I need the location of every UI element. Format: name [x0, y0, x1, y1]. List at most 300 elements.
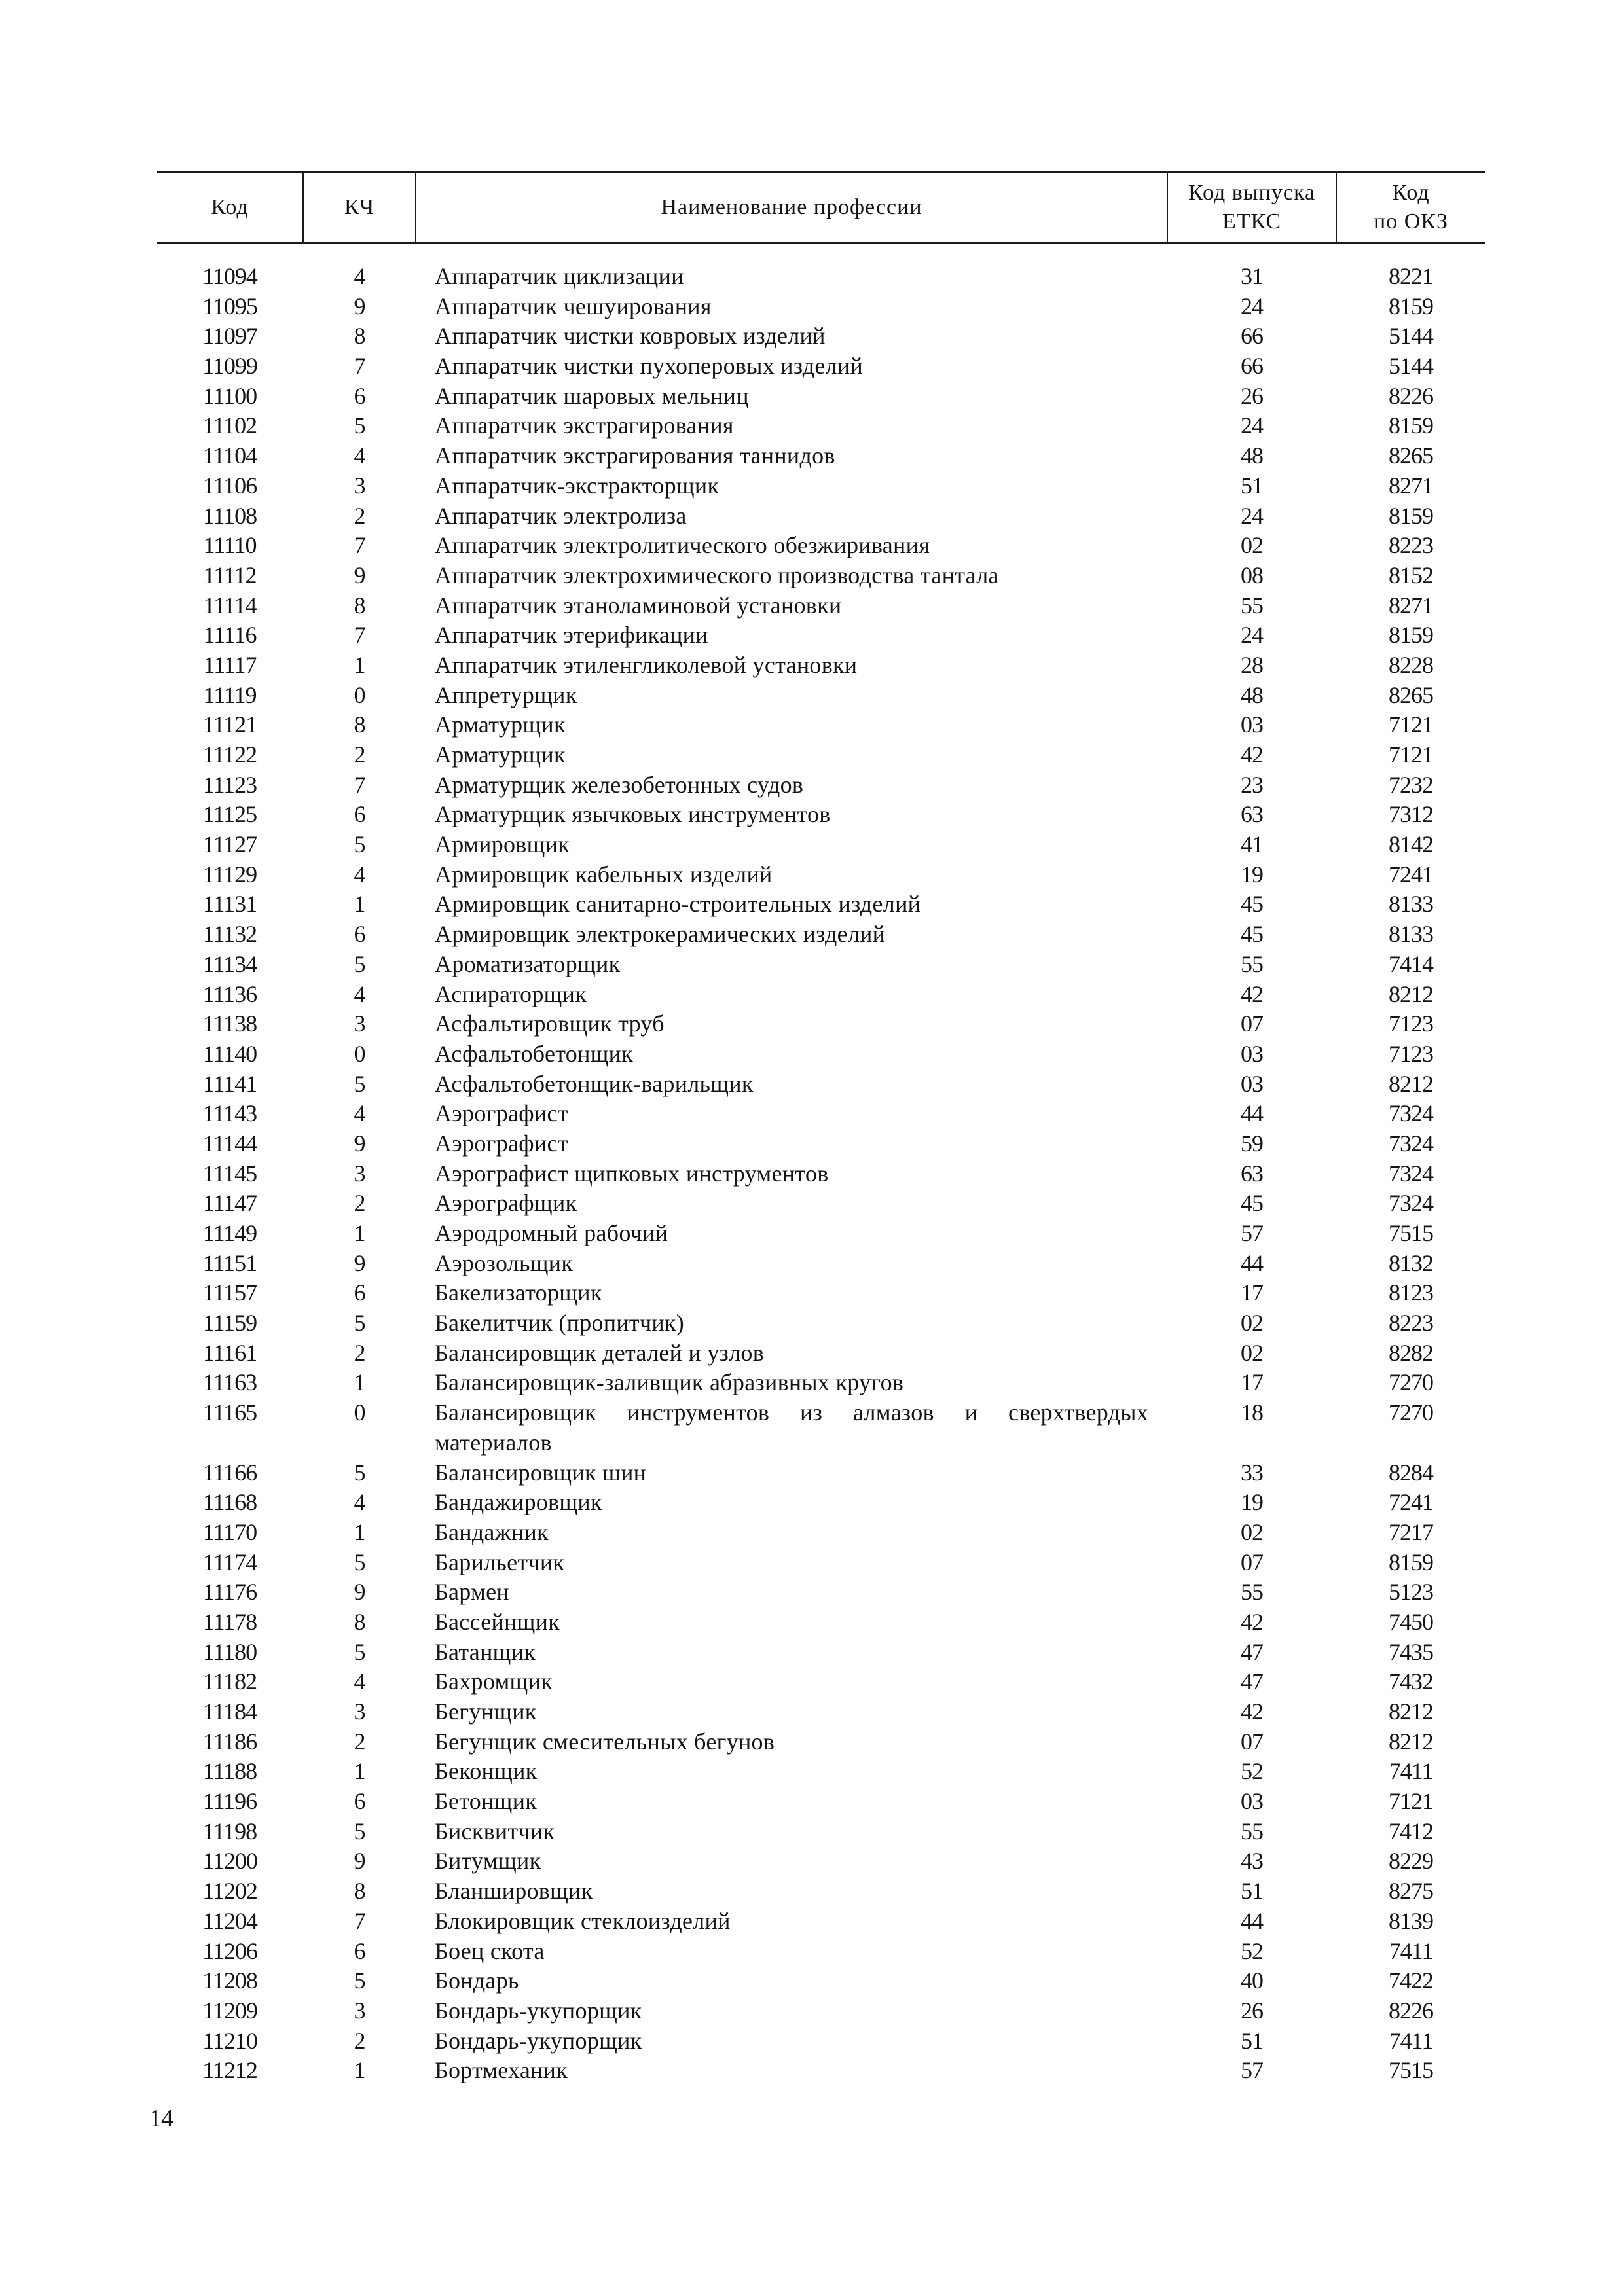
row-etks-code: 40	[1241, 1967, 1263, 1994]
row-profession-name: Бакелитчик (пропитчик)	[435, 1310, 685, 1336]
row-kch: 3	[354, 472, 365, 499]
row-kch: 4	[354, 1668, 365, 1695]
row-profession-name: Балансировщик деталей и узлов	[435, 1339, 765, 1366]
row-profession-name: Аэрозольщик	[435, 1249, 574, 1276]
row-kch: 8	[354, 323, 365, 350]
row-profession-name: Беконщик	[435, 1758, 538, 1785]
row-okz-code: 7432	[1389, 1668, 1433, 1695]
row-etks-code: 51	[1241, 1878, 1263, 1905]
table-row	[0, 441, 1623, 471]
row-code: 11200	[202, 1848, 257, 1874]
row-profession-name: Бегунщик смесительных бегунов	[435, 1728, 775, 1755]
table-row	[0, 1996, 1623, 2026]
row-etks-code: 44	[1241, 1100, 1263, 1127]
table-row	[0, 382, 1623, 412]
row-code: 11136	[202, 980, 257, 1007]
row-okz-code: 7121	[1389, 742, 1433, 768]
row-code: 11159	[202, 1310, 257, 1336]
row-etks-code: 26	[1241, 382, 1263, 409]
row-okz-code: 8275	[1389, 1878, 1433, 1905]
table-row	[0, 950, 1623, 980]
table-row	[0, 1757, 1623, 1787]
table-row	[0, 620, 1623, 651]
row-etks-code: 47	[1241, 1638, 1263, 1665]
row-etks-code: 07	[1241, 1011, 1263, 1037]
table-row	[0, 1667, 1623, 1697]
row-kch: 8	[354, 592, 365, 619]
row-okz-code: 8226	[1389, 1997, 1433, 2024]
row-okz-code: 8271	[1389, 472, 1433, 499]
row-kch: 9	[354, 293, 365, 319]
row-code: 11186	[202, 1728, 257, 1755]
table-row	[0, 1518, 1623, 1548]
row-kch: 2	[354, 502, 365, 529]
row-code: 11176	[202, 1579, 257, 1605]
row-profession-name: Армировщик электрокерамических изделий	[435, 921, 886, 948]
row-kch: 1	[354, 2057, 365, 2084]
row-kch: 1	[354, 891, 365, 918]
row-code: 11123	[202, 771, 257, 798]
table-header-rule	[157, 242, 1485, 244]
table-row	[0, 651, 1623, 681]
row-profession-name: Аппаратчик чешуирования	[435, 293, 712, 319]
table-row	[0, 1937, 1623, 1967]
row-kch: 1	[354, 1518, 365, 1545]
row-profession-name: Балансировщик-заливщик абразивных кругов	[435, 1369, 904, 1396]
row-profession-name: Арматурщик	[435, 742, 566, 768]
table-row	[0, 1488, 1623, 1518]
table-row	[0, 1607, 1623, 1638]
row-code: 11174	[202, 1549, 257, 1575]
row-code: 11132	[202, 921, 257, 948]
table-row	[0, 351, 1623, 382]
column-header-name-label: Наименование профессии	[661, 195, 922, 219]
row-kch: 6	[354, 801, 365, 828]
row-code: 11151	[202, 1249, 257, 1276]
row-kch: 5	[354, 1967, 365, 1994]
row-okz-code: 7324	[1389, 1190, 1433, 1217]
row-code: 11145	[202, 1160, 257, 1187]
column-header-code-label: Код	[211, 195, 249, 219]
table-row	[0, 1249, 1623, 1279]
column-header-okz-line1: Код	[1392, 181, 1430, 205]
row-kch: 4	[354, 263, 365, 289]
row-okz-code: 5144	[1389, 353, 1433, 380]
row-okz-code: 7422	[1389, 1967, 1433, 1994]
row-etks-code: 03	[1241, 1788, 1263, 1815]
row-okz-code: 8265	[1389, 681, 1433, 708]
row-profession-name: Бондарь	[435, 1967, 519, 1994]
row-okz-code: 7411	[1389, 2027, 1433, 2054]
row-etks-code: 19	[1241, 1489, 1263, 1516]
row-code: 11102	[202, 412, 257, 439]
row-profession-name: Бондарь-укупорщик	[435, 1997, 642, 2024]
row-profession-name: Арматурщик железобетонных судов	[435, 771, 804, 798]
row-code: 11131	[202, 891, 257, 918]
row-okz-code: 7515	[1389, 2057, 1433, 2084]
row-code: 11138	[202, 1011, 257, 1037]
row-okz-code: 7411	[1389, 1937, 1433, 1964]
row-kch: 3	[354, 1160, 365, 1187]
table-row	[0, 501, 1623, 531]
row-profession-name: Аппретурщик	[435, 681, 577, 708]
table-row	[0, 770, 1623, 800]
row-okz-code: 8159	[1389, 1549, 1433, 1575]
row-code: 11141	[202, 1070, 257, 1097]
row-etks-code: 26	[1241, 1997, 1263, 2024]
table-row	[0, 920, 1623, 950]
table-row	[0, 1219, 1623, 1249]
row-profession-name: Бармен	[435, 1579, 509, 1605]
row-okz-code: 8221	[1389, 263, 1433, 289]
row-profession-name: Ароматизаторщик	[435, 950, 621, 977]
table-row	[0, 1966, 1623, 1996]
row-profession-name: Аппаратчик чистки пухоперовых изделий	[435, 353, 864, 380]
row-kch: 3	[354, 1997, 365, 2024]
row-code: 11119	[203, 681, 257, 708]
row-code: 11097	[202, 323, 257, 350]
row-code: 11180	[202, 1638, 257, 1665]
row-okz-code: 7450	[1389, 1608, 1433, 1635]
row-okz-code: 7123	[1389, 1040, 1433, 1067]
row-kch: 5	[354, 831, 365, 858]
row-kch: 9	[354, 1249, 365, 1276]
table-row	[0, 1069, 1623, 1100]
table-row	[0, 1159, 1623, 1189]
row-code: 11110	[203, 532, 257, 559]
row-profession-name: Арматурщик язычковых инструментов	[435, 801, 831, 828]
row-profession-name: Аппаратчик электролитического обезжиривания	[435, 532, 930, 559]
row-code: 11182	[202, 1668, 257, 1695]
row-profession-name: Аппаратчик этерификации	[435, 622, 708, 649]
row-kch: 7	[354, 1907, 365, 1934]
row-kch: 7	[354, 622, 365, 649]
table-row	[0, 1278, 1623, 1308]
row-etks-code: 52	[1241, 1937, 1263, 1964]
row-okz-code: 7324	[1389, 1130, 1433, 1157]
row-okz-code: 8212	[1389, 980, 1433, 1007]
table-row	[0, 1308, 1623, 1338]
row-code: 11196	[202, 1788, 257, 1815]
row-profession-name: Аппаратчик-экстракторщик	[435, 472, 720, 499]
table-row	[0, 1907, 1623, 1937]
table-row	[0, 531, 1623, 561]
row-code: 11112	[203, 562, 257, 588]
row-okz-code: 8133	[1389, 921, 1433, 948]
row-okz-code: 8132	[1389, 1249, 1433, 1276]
table-body	[0, 262, 1623, 2086]
table-row	[0, 1458, 1623, 1488]
row-code: 11147	[202, 1190, 257, 1217]
table-row	[0, 1548, 1623, 1578]
table-row	[0, 2056, 1623, 2086]
row-etks-code: 47	[1241, 1668, 1263, 1695]
row-profession-name: Битумщик	[435, 1848, 541, 1874]
table-row	[0, 1817, 1623, 1847]
row-okz-code: 8271	[1389, 592, 1433, 619]
row-profession-name: Бандажник	[435, 1518, 549, 1545]
row-kch: 6	[354, 1937, 365, 1964]
table-row	[0, 1846, 1623, 1876]
column-header-kch-label: КЧ	[344, 195, 375, 219]
row-profession-name: Аэрографист	[435, 1130, 568, 1157]
row-profession-name: Бегунщик	[435, 1698, 537, 1725]
row-okz-code: 8123	[1389, 1280, 1433, 1306]
table-row	[0, 591, 1623, 621]
table-row	[0, 710, 1623, 740]
row-okz-code: 5144	[1389, 323, 1433, 350]
row-etks-code: 59	[1241, 1130, 1263, 1157]
row-okz-code: 7217	[1389, 1518, 1433, 1545]
row-code: 11100	[202, 382, 257, 409]
column-header-etks-line1: Код выпуска	[1188, 181, 1316, 205]
row-kch: 6	[354, 1788, 365, 1815]
row-etks-code: 66	[1241, 323, 1263, 350]
row-kch: 5	[354, 1459, 365, 1486]
row-kch: 7	[354, 771, 365, 798]
row-kch: 1	[354, 1369, 365, 1396]
table-row	[0, 1189, 1623, 1219]
row-code: 11127	[202, 831, 257, 858]
row-etks-code: 44	[1241, 1249, 1263, 1276]
table-row	[0, 1638, 1623, 1668]
row-okz-code: 7270	[1389, 1369, 1433, 1396]
row-code: 11204	[202, 1907, 257, 1934]
row-profession-name: Блокировщик стеклоизделий	[435, 1907, 731, 1934]
table-row	[0, 1697, 1623, 1727]
row-etks-code: 03	[1241, 711, 1263, 738]
row-okz-code: 8159	[1389, 502, 1433, 529]
row-kch: 0	[354, 1399, 365, 1426]
row-etks-code: 55	[1241, 1579, 1263, 1605]
row-etks-code: 41	[1241, 831, 1263, 858]
row-okz-code: 5123	[1389, 1579, 1433, 1605]
row-etks-code: 43	[1241, 1848, 1263, 1874]
column-header-etks	[1168, 173, 1336, 242]
row-kch: 9	[354, 562, 365, 588]
row-okz-code: 8223	[1389, 1310, 1433, 1336]
row-code: 11095	[202, 293, 257, 319]
table-row	[0, 830, 1623, 860]
row-code: 11206	[202, 1937, 257, 1964]
row-etks-code: 45	[1241, 891, 1263, 918]
row-okz-code: 7312	[1389, 801, 1433, 828]
table-row	[0, 1577, 1623, 1607]
row-okz-code: 7121	[1389, 711, 1433, 738]
row-okz-code: 7121	[1389, 1788, 1433, 1815]
row-etks-code: 07	[1241, 1728, 1263, 1755]
row-etks-code: 57	[1241, 2057, 1263, 2084]
row-kch: 9	[354, 1579, 365, 1605]
row-profession-name: Балансировщик инструментов из алмазов и сверхтвердых материалов	[435, 1399, 1148, 1456]
row-kch: 9	[354, 1130, 365, 1157]
column-header-code	[157, 173, 302, 242]
row-kch: 1	[354, 1220, 365, 1246]
row-okz-code: 8139	[1389, 1907, 1433, 1934]
table-row	[0, 1398, 1623, 1458]
row-profession-name: Асфальтировщик труб	[435, 1011, 665, 1037]
row-profession-name: Бондарь-укупорщик	[435, 2027, 642, 2054]
row-code: 11202	[202, 1878, 257, 1905]
row-profession-name: Бахромщик	[435, 1668, 553, 1695]
row-code: 11149	[202, 1220, 257, 1246]
row-etks-code: 19	[1241, 861, 1263, 888]
row-etks-code: 18	[1241, 1399, 1263, 1426]
row-profession-name: Арматурщик	[435, 711, 566, 738]
table-row	[0, 292, 1623, 322]
row-etks-code: 08	[1241, 562, 1263, 588]
row-etks-code: 02	[1241, 1518, 1263, 1545]
row-code: 11140	[202, 1040, 257, 1067]
row-okz-code: 7324	[1389, 1160, 1433, 1187]
row-okz-code: 7270	[1389, 1399, 1433, 1426]
row-etks-code: 07	[1241, 1549, 1263, 1575]
table-row	[0, 411, 1623, 441]
row-kch: 4	[354, 980, 365, 1007]
row-code: 11144	[202, 1130, 257, 1157]
row-kch: 5	[354, 1070, 365, 1097]
row-etks-code: 63	[1241, 1160, 1263, 1187]
row-profession-name: Бакелизаторщик	[435, 1280, 602, 1306]
row-profession-name: Бортмеханик	[435, 2057, 568, 2084]
row-etks-code: 24	[1241, 502, 1263, 529]
row-kch: 7	[354, 353, 365, 380]
table-row	[0, 471, 1623, 501]
row-okz-code: 8152	[1389, 562, 1433, 588]
column-header-name	[416, 173, 1167, 242]
row-okz-code: 7232	[1389, 771, 1433, 798]
row-etks-code: 24	[1241, 293, 1263, 319]
table-row	[0, 1009, 1623, 1039]
row-profession-name: Аэродромный рабочий	[435, 1220, 668, 1246]
row-okz-code: 8228	[1389, 651, 1433, 678]
row-kch: 2	[354, 742, 365, 768]
row-kch: 2	[354, 1339, 365, 1366]
column-header-okz-line2: по ОКЗ	[1374, 209, 1448, 234]
row-kch: 1	[354, 651, 365, 678]
row-etks-code: 45	[1241, 921, 1263, 948]
row-kch: 2	[354, 1728, 365, 1755]
row-kch: 1	[354, 1758, 365, 1785]
row-code: 11210	[202, 2027, 257, 2054]
row-code: 11165	[202, 1399, 257, 1426]
row-kch: 4	[354, 1489, 365, 1516]
row-okz-code: 7324	[1389, 1100, 1433, 1127]
row-etks-code: 33	[1241, 1459, 1263, 1486]
row-etks-code: 42	[1241, 1698, 1263, 1725]
row-profession-name: Бандажировщик	[435, 1489, 602, 1516]
row-code: 11099	[202, 353, 257, 380]
row-code: 11168	[202, 1489, 257, 1516]
table-row	[0, 2026, 1623, 2056]
row-profession-name: Бисквитчик	[435, 1818, 555, 1844]
row-kch: 8	[354, 1878, 365, 1905]
row-etks-code: 42	[1241, 980, 1263, 1007]
row-profession-name: Аппаратчик экстрагирования	[435, 412, 734, 439]
row-profession-name: Аппаратчик этаноламиновой установки	[435, 592, 842, 619]
row-code: 11106	[202, 472, 257, 499]
row-code: 11208	[202, 1967, 257, 1994]
row-kch: 9	[354, 1848, 365, 1874]
row-okz-code: 8212	[1389, 1728, 1433, 1755]
row-etks-code: 51	[1241, 2027, 1263, 2054]
row-etks-code: 17	[1241, 1280, 1263, 1306]
row-kch: 4	[354, 442, 365, 469]
table-row	[0, 889, 1623, 920]
row-okz-code: 8133	[1389, 891, 1433, 918]
row-okz-code: 8284	[1389, 1459, 1433, 1486]
row-profession-name: Аппаратчик электролиза	[435, 502, 687, 529]
row-kch: 6	[354, 382, 365, 409]
row-profession-name: Асфальтобетонщик	[435, 1040, 634, 1067]
row-etks-code: 24	[1241, 622, 1263, 649]
row-okz-code: 7515	[1389, 1220, 1433, 1246]
row-etks-code: 63	[1241, 801, 1263, 828]
row-kch: 0	[354, 681, 365, 708]
row-kch: 4	[354, 861, 365, 888]
row-okz-code: 7412	[1389, 1818, 1433, 1844]
row-code: 11212	[202, 2057, 257, 2084]
row-code: 11188	[202, 1758, 257, 1785]
row-etks-code: 03	[1241, 1040, 1263, 1067]
row-etks-code: 42	[1241, 1608, 1263, 1635]
row-code: 11143	[202, 1100, 257, 1127]
row-profession-name: Аппаратчик электрохимического производства тантала	[435, 562, 999, 588]
row-okz-code: 8142	[1389, 831, 1433, 858]
row-kch: 6	[354, 1280, 365, 1306]
row-profession-name: Аспираторщик	[435, 980, 587, 1007]
table-row	[0, 561, 1623, 591]
table-row	[0, 262, 1623, 292]
table-row	[0, 1099, 1623, 1129]
row-profession-name: Армировщик санитарно-строительных изделий	[435, 891, 921, 918]
row-profession-name: Бетонщик	[435, 1788, 538, 1815]
row-code: 11198	[202, 1818, 257, 1844]
row-profession-name: Бланшировщик	[435, 1878, 593, 1905]
row-etks-code: 51	[1241, 472, 1263, 499]
row-okz-code: 7241	[1389, 1489, 1433, 1516]
table-row	[0, 1338, 1623, 1369]
row-etks-code: 03	[1241, 1070, 1263, 1097]
row-code: 11129	[202, 861, 257, 888]
row-profession-name: Аэрографщик	[435, 1190, 577, 1217]
row-profession-name: Армировщик	[435, 831, 570, 858]
row-okz-code: 7414	[1389, 950, 1433, 977]
row-okz-code: 8212	[1389, 1698, 1433, 1725]
row-code: 11104	[202, 442, 257, 469]
page-number: 14	[149, 2105, 173, 2132]
row-kch: 4	[354, 1100, 365, 1127]
row-code: 11163	[202, 1369, 257, 1396]
row-etks-code: 02	[1241, 532, 1263, 559]
row-okz-code: 7435	[1389, 1638, 1433, 1665]
row-kch: 5	[354, 950, 365, 977]
row-etks-code: 48	[1241, 442, 1263, 469]
row-profession-name: Батанщик	[435, 1638, 536, 1665]
table-row	[0, 740, 1623, 770]
row-kch: 2	[354, 1190, 365, 1217]
table-row	[0, 1039, 1623, 1069]
row-kch: 5	[354, 412, 365, 439]
row-code: 11094	[202, 263, 257, 289]
row-okz-code: 8226	[1389, 382, 1433, 409]
row-kch: 5	[354, 1638, 365, 1665]
row-profession-name: Боец скота	[435, 1937, 545, 1964]
table-row	[0, 321, 1623, 351]
row-kch: 3	[354, 1698, 365, 1725]
row-etks-code: 31	[1241, 263, 1263, 289]
row-kch: 7	[354, 532, 365, 559]
